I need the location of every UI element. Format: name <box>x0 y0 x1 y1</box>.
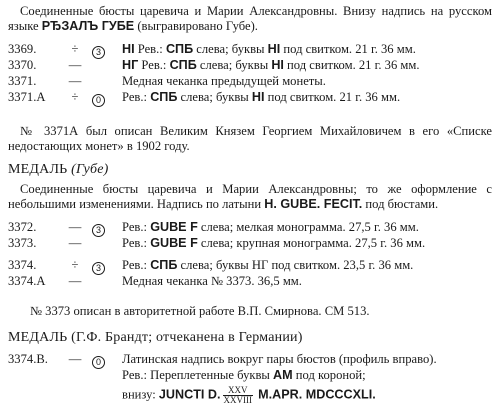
entry-description: Рев.: СПБ слева; буквы НГ под свитком. 23,5 г. 36 мм. <box>122 258 414 272</box>
entry-number: 3374.В. <box>8 352 48 366</box>
rarity-symbol: — <box>68 220 82 234</box>
rarity-symbol: — <box>68 274 82 288</box>
entry-number: 3372. <box>8 220 37 234</box>
entry-number: 3371.А <box>8 90 46 104</box>
medal-title: МЕДАЛЬ <box>8 162 68 177</box>
intro-paragraph <box>8 4 492 34</box>
rarity-symbol: — <box>68 58 82 72</box>
entry-description-line-2: Рев.: Переплетенные буквы АМ под короной; <box>122 368 366 382</box>
latin-inscription: H. GUBE. FECIT. <box>264 197 363 211</box>
intro-inscription: РЂЗАЛЪ ГУБЕ <box>41 19 135 33</box>
entry-description: НГ Рев.: СПБ слева; буквы НI под свитком. 21 г. 36 мм. <box>122 58 420 72</box>
rarity-circle-mark: 0 <box>92 92 105 107</box>
entry-description: Рев.: GUBE F слева; крупная монограмма. 27,5 г. 36 мм. <box>122 236 426 250</box>
description-paragraph-2 <box>8 182 492 212</box>
entry-description: Рев.: СПБ слева; буквы НI под свитком. 21 г. 36 мм. <box>122 90 401 104</box>
rarity-circle-mark: 0 <box>92 354 105 369</box>
rarity-symbol: ÷ <box>71 90 79 104</box>
rarity-symbol: — <box>68 74 82 88</box>
entry-number: 3373. <box>8 236 37 250</box>
intro-text: Соединенные бюсты царевича и Марии Александровны. Внизу надпись на русском языке <box>8 4 492 33</box>
rarity-symbol: ÷ <box>71 258 79 272</box>
intro-text-end: (выгравировано Губе). <box>134 19 258 33</box>
entry-number: 3369. <box>8 42 37 56</box>
entry-description-line-1: Латинская надпись вокруг пары бюстов (профиль вправо). <box>122 352 437 366</box>
date-fraction: $\frac{\text{XXV}}{\text{XXVIII}}$ <box>223 385 252 405</box>
rarity-symbol: — <box>68 352 82 366</box>
entry-description: Рев.: GUBE F слева; мелкая монограмма. 27,5 г. 36 мм. <box>122 220 419 234</box>
entry-number: 3374.А <box>8 274 46 288</box>
rarity-circle-mark: 3 <box>92 44 105 59</box>
entry-description: Медная чеканка предыдущей монеты. <box>122 74 326 88</box>
entry-number: 3370. <box>8 58 37 72</box>
note-paragraph-2: № 3373 описан в авторитетной работе В.П. Смирнова. СМ 513. <box>30 304 370 318</box>
entry-number: 3374. <box>8 258 37 272</box>
rarity-symbol: ÷ <box>71 42 79 56</box>
medal-heading-1 <box>8 162 108 177</box>
entry-description: Медная чеканка № 3373. 36,5 мм. <box>122 274 302 288</box>
medal-subtitle: (Губе) <box>71 162 109 177</box>
description-text: Соединенные бюсты царевича и Марии Александровны; то же оформление с небольшими изменениями. Надпись по латыни <box>8 182 492 211</box>
description-text-end: под бюстами. <box>362 197 439 211</box>
medal-heading-2: МЕДАЛЬ (Г.Ф. Брандт; отчеканена в Германии) <box>8 330 303 345</box>
note-paragraph-1: № 3371А был описан Великим Князем Георгием Михайловичем в его «Списке недостающих монет» в 1902 году. <box>8 124 492 153</box>
entry-number: 3371. <box>8 74 37 88</box>
entry-description-line-3: внизу: JUNCTI D. $\frac{\text{XXV}}{\text{XXVIII}}$ M.APR. MDCCCXLI. <box>122 385 376 405</box>
rarity-symbol: — <box>68 236 82 250</box>
entry-description: НI Рев.: СПБ слева; буквы НI под свитком. 21 г. 36 мм. <box>122 42 416 56</box>
rarity-circle-mark: 3 <box>92 260 105 275</box>
rarity-circle-mark: 3 <box>92 222 105 237</box>
